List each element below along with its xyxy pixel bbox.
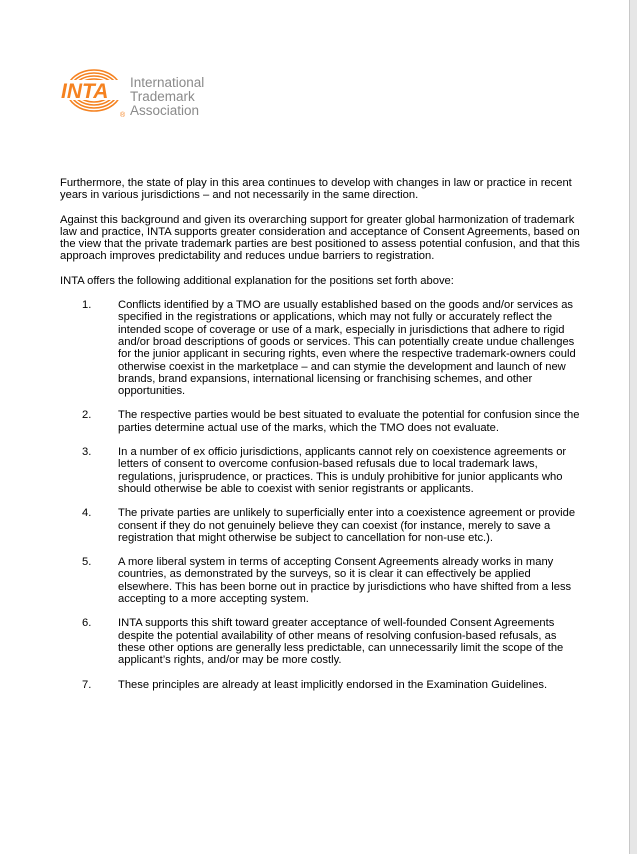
list-item <box>60 446 580 495</box>
list-item-number: 6. <box>82 617 92 630</box>
list-item-number: 7. <box>82 678 92 691</box>
list-item-text: In a number of ex officio jurisdictions, applicants cannot rely on coexistence agreements or letters of consent to overcome confusion-based refusals due to local trademark laws, regulations, jurisprudence, or practices. This is unduly prohibitive for junior applicants who should otherwise be able to coexist with senior registrants or applicants. <box>118 446 567 495</box>
list-item-text: These principles are already at least implicitly endorsed in the Examination Guidelines. <box>118 678 548 691</box>
list-item <box>60 617 580 666</box>
list-item-text: The private parties are unlikely to superficially enter into a coexistence agreement or provide consent if they do not genuinely believe they can coexist (for instance, merely to save a registration that might otherwise be subject to cancellation for non-use etc.). <box>118 507 576 544</box>
paragraph-explanation-intro: INTA offers the following additional explanation for the positions set forth above: <box>60 274 454 287</box>
list-item-text: Conflicts identified by a TMO are usually established based on the goods and/or services as specified in the registrations or applications, which may not fully or accurately reflect the intended scope of coverage or use of a mark, especially in jurisdictions that adhere to rigid and/or broad descriptions of goods or services. This can potentially create undue challenges for the junior applicant in securing rights, even where the respective trademark-owners could otherwise coexist in the marketplace – and can stymie the development and launch of new brands, brand expansions, international licensing or franchising schemes, and other opportunities. <box>118 299 576 398</box>
list-item <box>60 679 580 691</box>
list-item <box>60 507 580 544</box>
list-item <box>60 556 580 605</box>
numbered-list <box>60 299 580 691</box>
paragraph-state-of-play: Furthermore, the state of play in this area continues to develop with changes in law or practice in recent years in various jurisdictions – and not necessarily in the same direction. <box>60 177 572 202</box>
logo-line-1: International <box>130 75 205 90</box>
inta-logo-mark <box>60 60 132 120</box>
logo-line-3: Association <box>130 103 200 118</box>
list-item-text: The respective parties would be best situated to evaluate the potential for confusion since the parties determine actual use of the marks, which the TMO does not evaluate. <box>118 409 580 434</box>
logo-mark-text: INTA <box>61 80 109 103</box>
registered-mark: ® <box>120 112 126 119</box>
list-item <box>60 299 580 397</box>
paragraph-background: Against this background and given its overarching support for greater global harmonization of trademark law and practice, INTA supports greater consideration and acceptance of Consent Agreements, based on the view that the private trademark parties are best positioned to assess potential confusion, and that this approach improves predictability and reduces undue barriers to registration. <box>60 213 580 263</box>
list-item-text: A more liberal system in terms of accepting Consent Agreements already works in many countries, as demonstrated by the surveys, so it is clear it can effectively be applied elsewhere. This has been borne out in practice by jurisdictions who have shifted from a less accepting to a more accepting system. <box>118 556 572 606</box>
viewer-background <box>630 0 637 854</box>
logo-wordmark <box>130 76 204 118</box>
list-item-number: 1. <box>82 299 92 312</box>
document-body <box>60 177 580 703</box>
logo-line-2: Trademark <box>130 89 195 104</box>
list-item-number: 5. <box>82 556 92 569</box>
list-item <box>60 409 580 434</box>
inta-logo <box>60 60 230 120</box>
list-item-text: INTA supports this shift toward greater acceptance of well-founded Consent Agreements despite the potential availability of other means of resolving confusion-based refusals, as these other options are generally less predictable, can unnecessarily limit the scope of the applicant’s rights, and/or may be more costly. <box>118 617 564 667</box>
list-item-number: 3. <box>82 446 92 459</box>
list-item-number: 4. <box>82 507 92 520</box>
list-item-number: 2. <box>82 409 92 422</box>
